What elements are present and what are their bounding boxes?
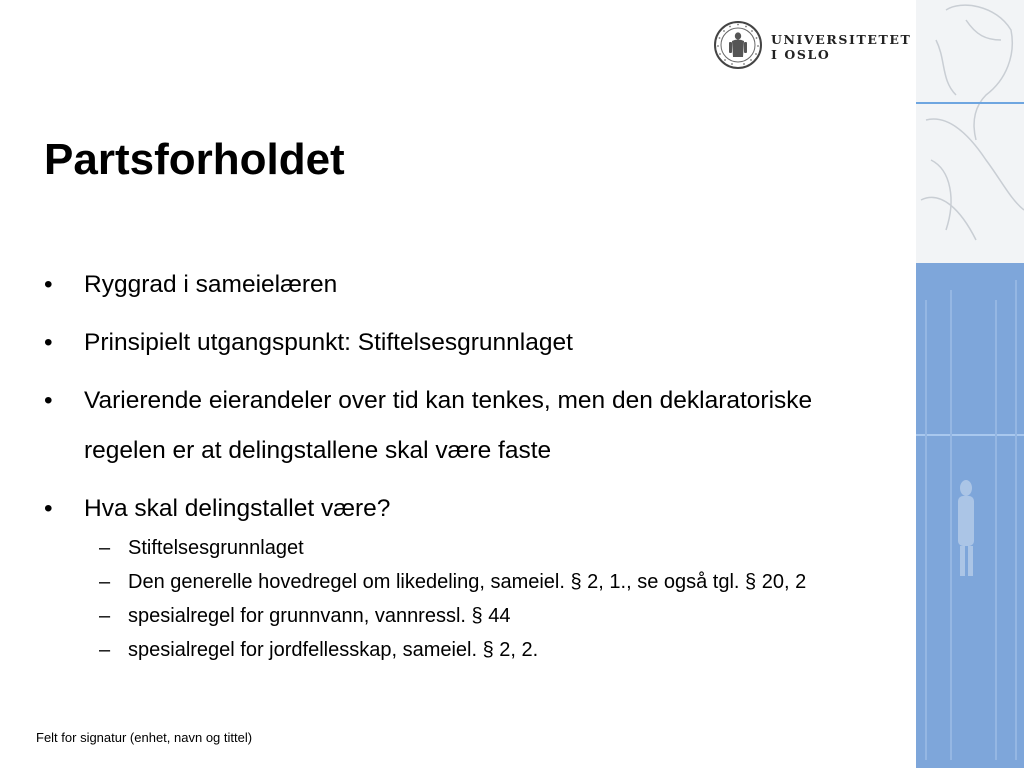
- sub-bullet-dash: –: [99, 571, 111, 593]
- sub-bullet-text: Stiftelsesgrunnlaget: [128, 537, 304, 559]
- logo-text-line2: I OSLO: [771, 47, 831, 62]
- sub-bullet-item: [44, 604, 894, 628]
- bullet-text: Ryggrad i sameielæren: [84, 271, 338, 298]
- bullet-item: [44, 484, 894, 534]
- sub-bullet-dash: –: [99, 639, 111, 661]
- logo-text-line1: UNIVERSITETET: [771, 32, 912, 47]
- bullet-symbol: •: [44, 495, 53, 522]
- sub-bullet-item: [44, 570, 894, 594]
- bullet-symbol: •: [44, 329, 53, 356]
- bullet-symbol: •: [44, 387, 53, 414]
- decorative-band: [916, 0, 1024, 768]
- bullet-item: [44, 260, 894, 310]
- bullet-item: [44, 318, 894, 368]
- sub-bullet-text: spesialregel for jordfellesskap, sameiel. § 2, 2.: [128, 639, 539, 661]
- sub-bullet-item: [44, 536, 894, 560]
- bullet-text: Prinsipielt utgangspunkt: Stiftelsesgrunnlaget: [84, 329, 573, 356]
- slide-title: Partsforholdet: [44, 135, 345, 184]
- sub-bullet-text: Den generelle hovedregel om likedeling, sameiel. § 2, 1., se også tgl. § 20, 2: [128, 571, 807, 593]
- university-seal-icon: [713, 20, 763, 70]
- university-logo: [713, 20, 912, 72]
- signature-footer: Felt for signatur (enhet, navn og tittel): [36, 730, 253, 745]
- sub-bullet-dash: –: [99, 537, 111, 559]
- bullet-symbol: •: [44, 271, 53, 298]
- band-illustration: [916, 0, 1024, 768]
- sub-bullet-list: [44, 536, 894, 662]
- bullet-item: [44, 376, 894, 476]
- bullet-text: Hva skal delingstallet være?: [84, 495, 391, 522]
- sub-bullet-item: [44, 638, 894, 662]
- sub-bullet-text: spesialregel for grunnvann, vannressl. § 44: [128, 605, 511, 627]
- slide-content: [44, 260, 894, 662]
- bullet-text: Varierende eierandeler over tid kan tenkes, men den deklaratoriske regelen er at delingstallene skal være faste: [84, 387, 813, 464]
- sub-bullet-dash: –: [99, 605, 111, 627]
